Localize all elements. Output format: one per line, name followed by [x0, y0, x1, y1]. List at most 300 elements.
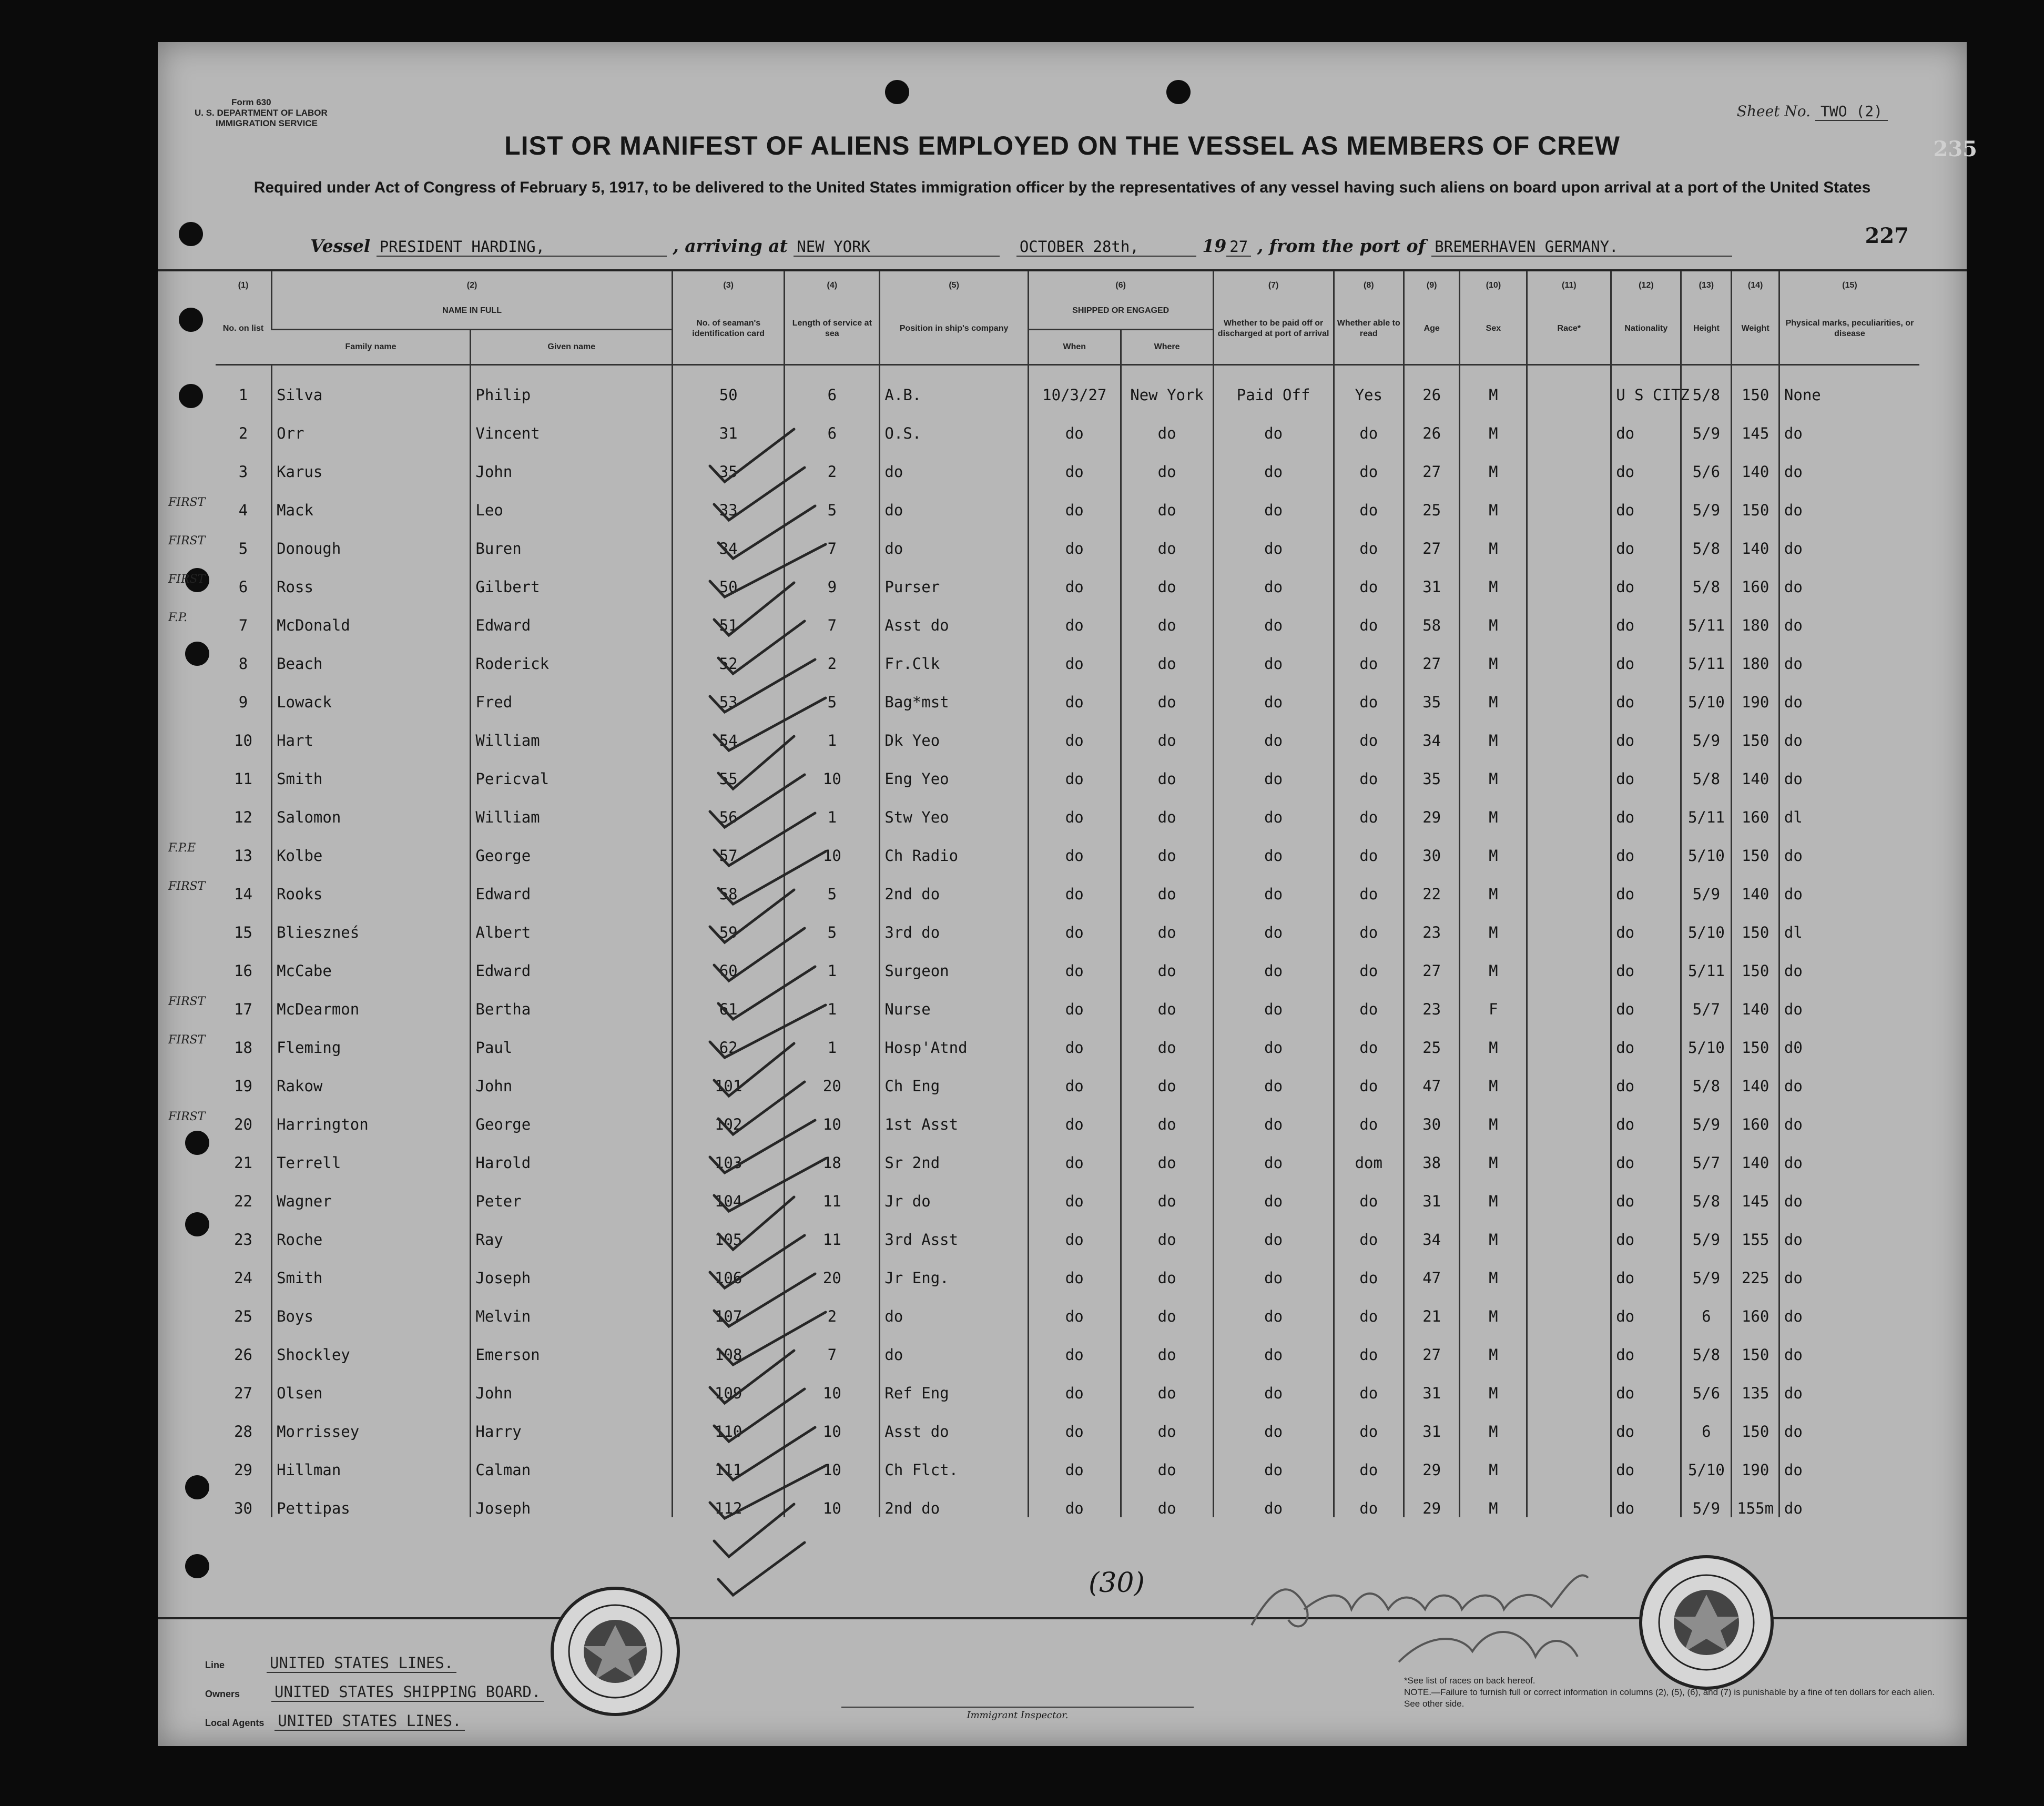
- age: 31: [1404, 557, 1460, 596]
- position: Jr do: [880, 1172, 1028, 1210]
- id-card-number: 103: [673, 1133, 785, 1172]
- height: 5/10: [1681, 1018, 1732, 1057]
- header-no-on-list: No. on list: [216, 293, 272, 365]
- length-of-service: 2: [785, 1287, 880, 1325]
- age: 29: [1404, 1440, 1460, 1479]
- sex: M: [1460, 1364, 1527, 1402]
- shipped-when: do: [1028, 442, 1121, 481]
- given-name: Peter: [471, 1172, 673, 1210]
- vessel-name: PRESIDENT HARDING,: [377, 238, 667, 257]
- shipped-where: do: [1121, 941, 1213, 980]
- vessel-line: [310, 236, 1888, 257]
- weight: 180: [1732, 634, 1779, 673]
- race: [1527, 711, 1611, 749]
- margin-note: FIRST: [168, 573, 206, 586]
- physical-marks: do: [1779, 1133, 1919, 1172]
- sex: M: [1460, 1287, 1527, 1325]
- shipped-when: do: [1028, 903, 1121, 941]
- physical-marks: dl: [1779, 903, 1919, 941]
- race: [1527, 1364, 1611, 1402]
- table-row: [216, 1018, 1919, 1057]
- paid-off: do: [1213, 1402, 1334, 1440]
- note-races: *See list of races on back hereof.: [1404, 1676, 1535, 1686]
- age: 23: [1404, 980, 1460, 1018]
- length-of-service: 7: [785, 519, 880, 557]
- column-number-row: [216, 271, 1919, 293]
- paid-off: do: [1213, 442, 1334, 481]
- family-name: Harrington: [272, 1095, 471, 1133]
- position: Jr Eng.: [880, 1249, 1028, 1287]
- paid-off: do: [1213, 1479, 1334, 1517]
- position: Bag*mst: [880, 673, 1028, 711]
- sex: M: [1460, 481, 1527, 519]
- shipped-where: do: [1121, 1287, 1213, 1325]
- position: A.B.: [880, 365, 1028, 404]
- sex: M: [1460, 1018, 1527, 1057]
- id-card-number: 34: [673, 519, 785, 557]
- age: 31: [1404, 1172, 1460, 1210]
- table-row: [216, 749, 1919, 788]
- col-num-3: (3): [673, 271, 785, 293]
- able-to-read: do: [1334, 596, 1404, 634]
- table-row: [216, 481, 1919, 519]
- family-name: Pettipas: [272, 1479, 471, 1517]
- row-number: 6: [238, 578, 248, 596]
- header-sex: Sex: [1460, 293, 1527, 365]
- vessel-label: Vessel: [310, 236, 371, 256]
- handwritten-total-text: (30): [1089, 1567, 1145, 1599]
- punch-hole: [185, 1131, 209, 1155]
- header-length-service: Length of service at sea: [785, 293, 880, 365]
- position: Surgeon: [880, 941, 1028, 980]
- height: 5/11: [1681, 634, 1732, 673]
- header-family-name: Family name: [272, 330, 471, 365]
- family-name: Blieszneś: [272, 903, 471, 941]
- able-to-read: do: [1334, 1364, 1404, 1402]
- height: 5/7: [1681, 1133, 1732, 1172]
- height: 5/6: [1681, 442, 1732, 481]
- position: Ch Radio: [880, 826, 1028, 865]
- punch-hole: [185, 1475, 209, 1499]
- able-to-read: do: [1334, 442, 1404, 481]
- position: O.S.: [880, 404, 1028, 442]
- age: 25: [1404, 481, 1460, 519]
- paid-off: do: [1213, 519, 1334, 557]
- row-number: 4: [238, 501, 248, 519]
- id-card-number: 58: [673, 865, 785, 903]
- weight: 140: [1732, 1133, 1779, 1172]
- weight: 150: [1732, 1402, 1779, 1440]
- race: [1527, 404, 1611, 442]
- shipped-when: do: [1028, 749, 1121, 788]
- height: 5/11: [1681, 596, 1732, 634]
- length-of-service: 10: [785, 1479, 880, 1517]
- length-of-service: 1: [785, 980, 880, 1018]
- able-to-read: do: [1334, 481, 1404, 519]
- position: Purser: [880, 557, 1028, 596]
- physical-marks: do: [1779, 711, 1919, 749]
- table-row: [216, 788, 1919, 826]
- length-of-service: 10: [785, 1402, 880, 1440]
- paid-off: do: [1213, 1018, 1334, 1057]
- row-number: 19: [234, 1077, 252, 1095]
- sex: M: [1460, 749, 1527, 788]
- given-name: Gilbert: [471, 557, 673, 596]
- shipped-where: New York: [1121, 365, 1213, 404]
- paid-off: do: [1213, 481, 1334, 519]
- header-weight: Weight: [1732, 293, 1779, 365]
- able-to-read: do: [1334, 1018, 1404, 1057]
- length-of-service: 20: [785, 1249, 880, 1287]
- footer-notes: [1404, 1675, 1935, 1710]
- nationality: do: [1611, 673, 1681, 711]
- able-to-read: do: [1334, 711, 1404, 749]
- height: 5/9: [1681, 1249, 1732, 1287]
- position: Asst do: [880, 1402, 1028, 1440]
- table-row: [216, 1440, 1919, 1479]
- table-row: [216, 903, 1919, 941]
- table-row: [216, 1210, 1919, 1249]
- race: [1527, 365, 1611, 404]
- table-row: [216, 519, 1919, 557]
- given-name: William: [471, 788, 673, 826]
- family-name: Silva: [272, 365, 471, 404]
- able-to-read: do: [1334, 634, 1404, 673]
- length-of-service: 18: [785, 1133, 880, 1172]
- row-number: 7: [238, 616, 248, 634]
- header-race: Race*: [1527, 293, 1611, 365]
- id-card-number: 33: [673, 481, 785, 519]
- weight: 150: [1732, 481, 1779, 519]
- physical-marks: do: [1779, 1364, 1919, 1402]
- weight: 145: [1732, 1172, 1779, 1210]
- row-number: 29: [234, 1461, 252, 1479]
- shipped-where: do: [1121, 903, 1213, 941]
- weight: 150: [1732, 941, 1779, 980]
- physical-marks: None: [1779, 365, 1919, 404]
- able-to-read: do: [1334, 673, 1404, 711]
- weight: 140: [1732, 980, 1779, 1018]
- table-row: [216, 1364, 1919, 1402]
- physical-marks: do: [1779, 1479, 1919, 1517]
- from-label: , from the port of: [1257, 236, 1426, 256]
- position: Stw Yeo: [880, 788, 1028, 826]
- sex: M: [1460, 1402, 1527, 1440]
- race: [1527, 1325, 1611, 1364]
- year-suffix: 27: [1226, 238, 1251, 257]
- race: [1527, 1133, 1611, 1172]
- sheet-number-value: TWO (2): [1815, 103, 1888, 121]
- shipped-where: do: [1121, 980, 1213, 1018]
- year-prefix: 19: [1202, 236, 1227, 256]
- position: Ref Eng: [880, 1364, 1028, 1402]
- age: 47: [1404, 1249, 1460, 1287]
- id-card-number: 107: [673, 1287, 785, 1325]
- paid-off: do: [1213, 404, 1334, 442]
- sex: M: [1460, 788, 1527, 826]
- given-name: Bertha: [471, 980, 673, 1018]
- col-num-10: (10): [1460, 271, 1527, 293]
- able-to-read: do: [1334, 1095, 1404, 1133]
- nationality: do: [1611, 1249, 1681, 1287]
- sex: M: [1460, 557, 1527, 596]
- age: 35: [1404, 749, 1460, 788]
- col-num-9: (9): [1404, 271, 1460, 293]
- length-of-service: 5: [785, 673, 880, 711]
- line-value: UNITED STATES LINES.: [267, 1654, 456, 1673]
- nationality: do: [1611, 980, 1681, 1018]
- nationality: do: [1611, 519, 1681, 557]
- id-card-number: 104: [673, 1172, 785, 1210]
- family-name: Karus: [272, 442, 471, 481]
- physical-marks: do: [1779, 941, 1919, 980]
- inspector-signature-line: Immigrant Inspector.: [841, 1707, 1194, 1721]
- nationality: do: [1611, 1172, 1681, 1210]
- age: 26: [1404, 365, 1460, 404]
- crew-table-body: [216, 365, 1919, 1518]
- family-name: Fleming: [272, 1018, 471, 1057]
- table-row: [216, 980, 1919, 1018]
- id-card-number: 62: [673, 1018, 785, 1057]
- table-row: [216, 634, 1919, 673]
- family-name: Wagner: [272, 1172, 471, 1210]
- position: 3rd do: [880, 903, 1028, 941]
- height: 5/6: [1681, 1364, 1732, 1402]
- race: [1527, 634, 1611, 673]
- shipped-where: do: [1121, 1249, 1213, 1287]
- shipped-when: do: [1028, 1210, 1121, 1249]
- race: [1527, 941, 1611, 980]
- row-number: 25: [234, 1307, 252, 1325]
- table-row: [216, 365, 1919, 404]
- shipped-when: do: [1028, 1325, 1121, 1364]
- shipped-where: do: [1121, 1325, 1213, 1364]
- given-name: Edward: [471, 865, 673, 903]
- shipped-when: do: [1028, 1402, 1121, 1440]
- paid-off: do: [1213, 1172, 1334, 1210]
- position: Dk Yeo: [880, 711, 1028, 749]
- paid-off: do: [1213, 980, 1334, 1018]
- paid-off: do: [1213, 1364, 1334, 1402]
- position: Nurse: [880, 980, 1028, 1018]
- id-card-number: 55: [673, 749, 785, 788]
- family-name: Rooks: [272, 865, 471, 903]
- col-num-2: (2): [272, 271, 673, 293]
- nationality: do: [1611, 711, 1681, 749]
- column-header-row: [216, 293, 1919, 330]
- paid-off: do: [1213, 673, 1334, 711]
- nationality: do: [1611, 634, 1681, 673]
- age: 25: [1404, 1018, 1460, 1057]
- stamp-number: 227: [1865, 224, 1909, 248]
- able-to-read: do: [1334, 1172, 1404, 1210]
- height: 5/9: [1681, 711, 1732, 749]
- row-number: 9: [238, 693, 248, 711]
- sex: M: [1460, 1479, 1527, 1517]
- table-row: [216, 404, 1919, 442]
- sex: M: [1460, 1249, 1527, 1287]
- paid-off: do: [1213, 1249, 1334, 1287]
- row-number: 28: [234, 1423, 252, 1440]
- row-number: 15: [234, 924, 252, 941]
- sex: M: [1460, 1095, 1527, 1133]
- physical-marks: do: [1779, 1402, 1919, 1440]
- col-num-15: (15): [1779, 271, 1919, 293]
- height: 5/9: [1681, 404, 1732, 442]
- col-num-8: (8): [1334, 271, 1404, 293]
- weight: 155m: [1732, 1479, 1779, 1517]
- consulate-seal-left: [547, 1583, 684, 1720]
- shipped-when: do: [1028, 1095, 1121, 1133]
- nationality: do: [1611, 596, 1681, 634]
- shipped-where: do: [1121, 749, 1213, 788]
- weight: 140: [1732, 865, 1779, 903]
- col-num-7: (7): [1213, 271, 1334, 293]
- physical-marks: do: [1779, 1057, 1919, 1095]
- nationality: do: [1611, 1440, 1681, 1479]
- weight: 150: [1732, 903, 1779, 941]
- age: 34: [1404, 711, 1460, 749]
- sex: M: [1460, 1133, 1527, 1172]
- given-name: George: [471, 1095, 673, 1133]
- shipped-where: do: [1121, 1402, 1213, 1440]
- position: 2nd do: [880, 1479, 1028, 1517]
- punch-hole: [179, 384, 203, 408]
- nationality: do: [1611, 903, 1681, 941]
- row-number: 10: [234, 732, 252, 749]
- physical-marks: do: [1779, 980, 1919, 1018]
- height: 5/9: [1681, 865, 1732, 903]
- given-name: Edward: [471, 941, 673, 980]
- shipped-when: 10/3/27: [1028, 365, 1121, 404]
- page-subtitle: Required under Act of Congress of February 5, 1917, to be delivered to the United States immigration officer by the representatives of any vessel having such aliens on board upon arrival at a port of the United States: [253, 179, 1871, 196]
- table-row: [216, 442, 1919, 481]
- paid-off: do: [1213, 865, 1334, 903]
- position: Eng Yeo: [880, 749, 1028, 788]
- header-age: Age: [1404, 293, 1460, 365]
- weight: 225: [1732, 1249, 1779, 1287]
- paid-off: do: [1213, 634, 1334, 673]
- given-name: Roderick: [471, 634, 673, 673]
- able-to-read: dom: [1334, 1133, 1404, 1172]
- id-card-number: 108: [673, 1325, 785, 1364]
- table-row: [216, 941, 1919, 980]
- consulate-seal-right: [1635, 1551, 1777, 1693]
- paid-off: do: [1213, 711, 1334, 749]
- height: 5/11: [1681, 788, 1732, 826]
- service-name: IMMIGRATION SERVICE: [216, 118, 318, 128]
- physical-marks: do: [1779, 1287, 1919, 1325]
- physical-marks: do: [1779, 1172, 1919, 1210]
- age: 27: [1404, 519, 1460, 557]
- race: [1527, 1287, 1611, 1325]
- weight: 160: [1732, 788, 1779, 826]
- table-row: [216, 1287, 1919, 1325]
- race: [1527, 749, 1611, 788]
- height: 5/8: [1681, 1057, 1732, 1095]
- nationality: do: [1611, 826, 1681, 865]
- nationality: do: [1611, 749, 1681, 788]
- col-num-11: (11): [1527, 271, 1611, 293]
- race: [1527, 1057, 1611, 1095]
- length-of-service: 10: [785, 1095, 880, 1133]
- able-to-read: do: [1334, 865, 1404, 903]
- nationality: do: [1611, 1287, 1681, 1325]
- age: 38: [1404, 1133, 1460, 1172]
- header-where: Where: [1121, 330, 1213, 365]
- race: [1527, 1172, 1611, 1210]
- length-of-service: 1: [785, 711, 880, 749]
- age: 27: [1404, 1325, 1460, 1364]
- given-name: Philip: [471, 365, 673, 404]
- able-to-read: do: [1334, 557, 1404, 596]
- given-name: Paul: [471, 1018, 673, 1057]
- id-card-number: 52: [673, 634, 785, 673]
- shipped-when: do: [1028, 1057, 1121, 1095]
- physical-marks: do: [1779, 1440, 1919, 1479]
- family-name: Rakow: [272, 1057, 471, 1095]
- id-card-number: 109: [673, 1364, 785, 1402]
- margin-note: FIRST: [168, 496, 206, 509]
- row-number: 23: [234, 1231, 252, 1249]
- able-to-read: do: [1334, 1287, 1404, 1325]
- shipped-when: do: [1028, 404, 1121, 442]
- nationality: do: [1611, 865, 1681, 903]
- id-card-number: 105: [673, 1210, 785, 1249]
- shipped-where: do: [1121, 557, 1213, 596]
- weight: 150: [1732, 711, 1779, 749]
- nationality: do: [1611, 1018, 1681, 1057]
- weight: 150: [1732, 1018, 1779, 1057]
- paid-off: do: [1213, 788, 1334, 826]
- paid-off: do: [1213, 941, 1334, 980]
- paid-off: do: [1213, 903, 1334, 941]
- family-name: Roche: [272, 1210, 471, 1249]
- physical-marks: do: [1779, 749, 1919, 788]
- department-name: U. S. DEPARTMENT OF LABOR: [195, 108, 328, 118]
- header-nationality: Nationality: [1611, 293, 1681, 365]
- owners-label: Owners: [205, 1689, 240, 1699]
- age: 47: [1404, 1057, 1460, 1095]
- able-to-read: do: [1334, 980, 1404, 1018]
- sex: M: [1460, 404, 1527, 442]
- given-name: Melvin: [471, 1287, 673, 1325]
- shipped-where: do: [1121, 711, 1213, 749]
- nationality: do: [1611, 1057, 1681, 1095]
- form-header: [195, 97, 328, 129]
- row-number: 13: [234, 847, 252, 865]
- height: 5/8: [1681, 1172, 1732, 1210]
- signature-stroke: [1399, 1632, 1578, 1662]
- table-row: [216, 596, 1919, 634]
- length-of-service: 1: [785, 1018, 880, 1057]
- length-of-service: 2: [785, 442, 880, 481]
- age: 26: [1404, 404, 1460, 442]
- family-name: Mack: [272, 481, 471, 519]
- physical-marks: do: [1779, 634, 1919, 673]
- given-name: John: [471, 442, 673, 481]
- signature: [1241, 1557, 1620, 1672]
- id-card-number: 53: [673, 673, 785, 711]
- nationality: do: [1611, 1210, 1681, 1249]
- able-to-read: do: [1334, 1479, 1404, 1517]
- col-num-1: (1): [238, 281, 249, 290]
- able-to-read: do: [1334, 1249, 1404, 1287]
- shipped-when: do: [1028, 1479, 1121, 1517]
- family-name: Hillman: [272, 1440, 471, 1479]
- margin-note: FIRST: [168, 880, 206, 893]
- family-name: Beach: [272, 634, 471, 673]
